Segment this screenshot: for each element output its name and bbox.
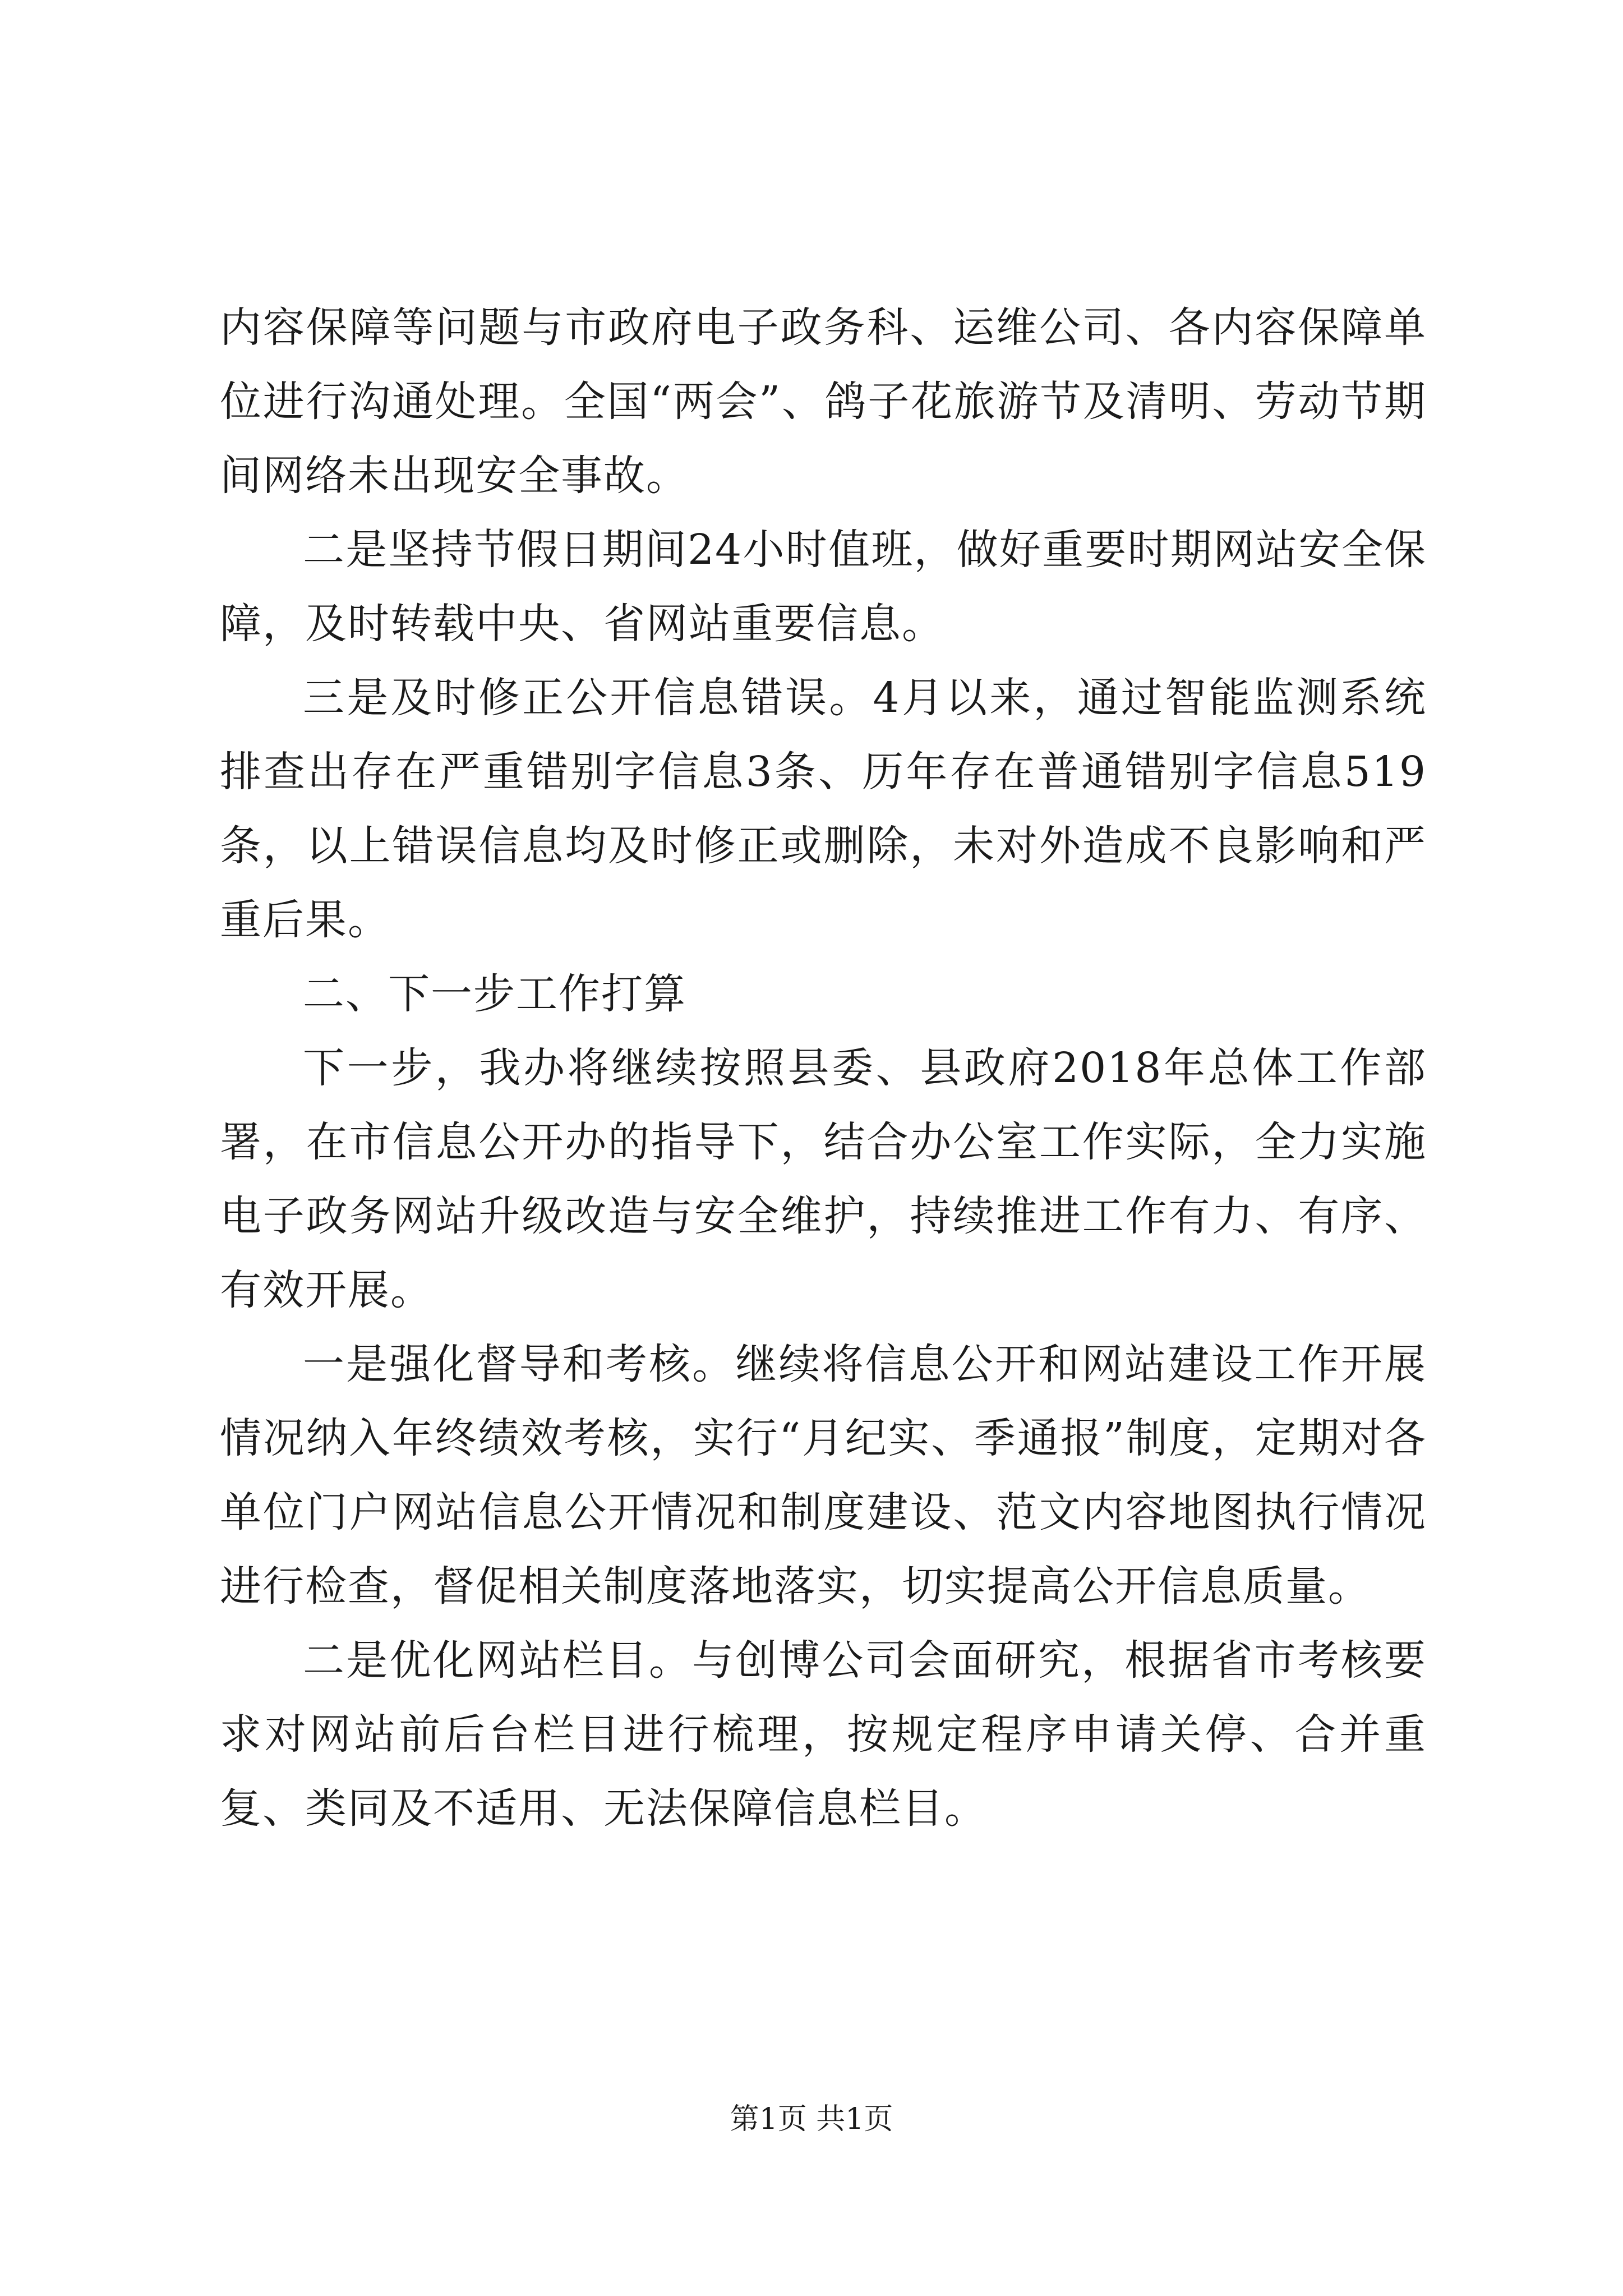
paragraph-duty-shift: 二是坚持节假日期间24小时值班，做好重要时期网站安全保障，及时转载中央、省网站重要信息。 — [220, 526, 1427, 648]
document-body — [220, 291, 1427, 1846]
paragraph-error-correction: 三是及时修正公开信息错误。4月以来，通过智能监测系统排查出存在严重错别字信息3条、历年存在普通错别字信息519条，以上错误信息均及时修正或删除，未对外造成不良影响和严重后果。 — [220, 674, 1427, 944]
paragraph-optimize-columns: 二是优化网站栏目。与创博公司会面研究，根据省市考核要求对网站前后台栏目进行梳理，按规定程序申请关停、合并重复、类同及不适用、无法保障信息栏目。 — [220, 1636, 1427, 1833]
paragraph-next-steps-intro: 下一步，我办将继续按照县委、县政府2018年总体工作部署，在市信息公开办的指导下，结合办公室工作实际，全力实施电子政务网站升级改造与安全维护，持续推进工作有力、有序、有效开展。 — [220, 1044, 1427, 1314]
paragraph-supervision: 一是强化督导和考核。继续将信息公开和网站建设工作开展情况纳入年终绩效考核，实行“月纪实、季通报”制度，定期对各单位门户网站信息公开情况和制度建设、范文内容地图执行情况进行检查，督促相关制度落地落实，切实提高公开信息质量。 — [220, 1340, 1427, 1611]
section-heading-next-steps: 二、下一步工作打算 — [303, 970, 686, 1018]
page-footer: 第1页 共1页 — [730, 2102, 893, 2136]
paragraph-continuation: 内容保障等问题与市政府电子政务科、运维公司、各内容保障单位进行沟通处理。全国“两会”、鸽子花旅游节及清明、劳动节期间网络未出现安全事故。 — [220, 303, 1427, 500]
